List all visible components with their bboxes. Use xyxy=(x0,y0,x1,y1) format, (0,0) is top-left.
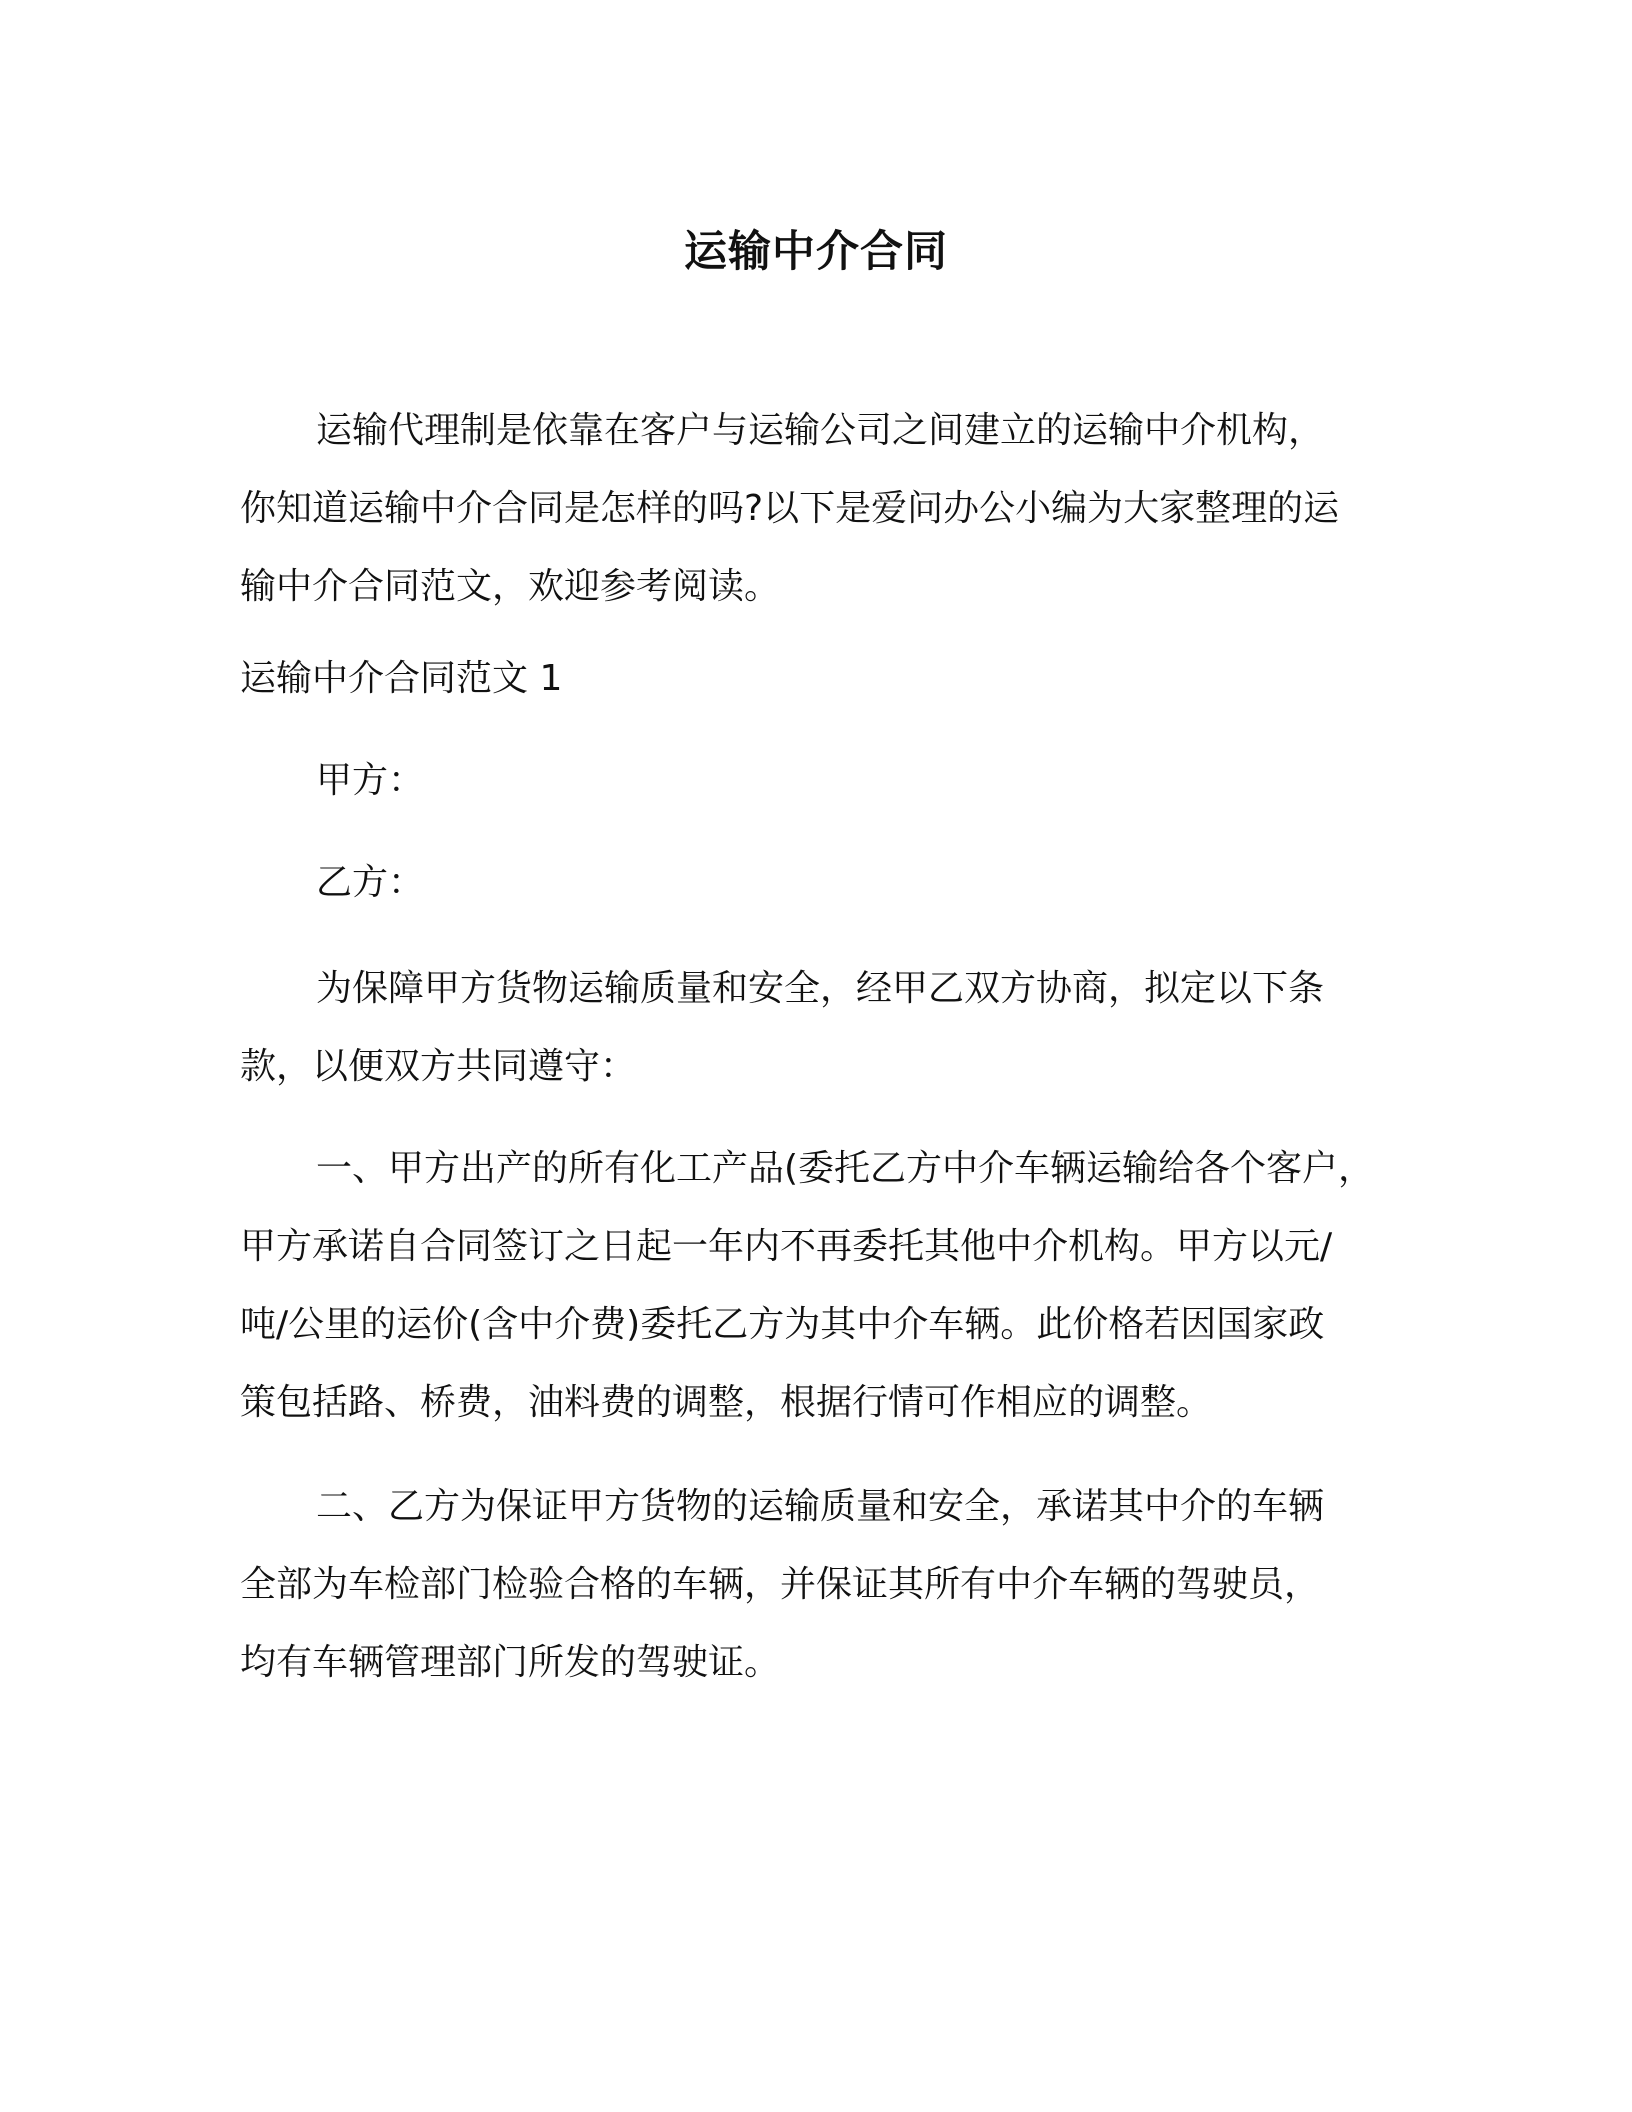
party-b-line: 乙方： xyxy=(316,862,425,903)
clause-1-line: 甲方承诺自合同签订之日起一年内不再委托其他中介机构。甲方以元/ xyxy=(240,1226,1333,1267)
preamble-paragraph xyxy=(240,950,1390,1106)
clause-2-line: 全部为车检部门检验合格的车辆，并保证其所有中介车辆的驾驶员， xyxy=(240,1564,1321,1605)
clause-1-line: 吨/公里的运价(含中介费)委托乙方为其中介车辆。此价格若因国家政 xyxy=(240,1304,1325,1345)
preamble-line: 为保障甲方货物运输质量和安全，经甲乙双方协商，拟定以下条 xyxy=(316,968,1325,1009)
intro-paragraph xyxy=(240,392,1390,626)
preamble-line: 款，以便双方共同遵守： xyxy=(240,1046,637,1087)
intro-line: 你知道运输中介合同是怎样的吗?以下是爱问办公小编为大家整理的运 xyxy=(240,488,1340,529)
clause-2-paragraph xyxy=(240,1468,1390,1702)
clause-2-line: 均有车辆管理部门所发的驾驶证。 xyxy=(240,1642,781,1683)
intro-line: 运输代理制是依靠在客户与运输公司之间建立的运输中介机构， xyxy=(316,410,1325,451)
section-heading: 运输中介合同范文 1 xyxy=(240,658,563,699)
document-title: 运输中介合同 xyxy=(684,227,948,277)
clause-1-paragraph xyxy=(240,1130,1390,1442)
clause-1-line: 策包括路、桥费，油料费的调整，根据行情可作相应的调整。 xyxy=(240,1382,1213,1423)
clause-1-line: 一、甲方出产的所有化工产品(委托乙方中介车辆运输给各个客户， xyxy=(316,1148,1375,1189)
party-a-line: 甲方： xyxy=(316,760,425,801)
intro-line: 输中介合同范文，欢迎参考阅读。 xyxy=(240,566,781,607)
clause-2-line: 二、乙方为保证甲方货物的运输质量和安全，承诺其中介的车辆 xyxy=(316,1486,1325,1527)
